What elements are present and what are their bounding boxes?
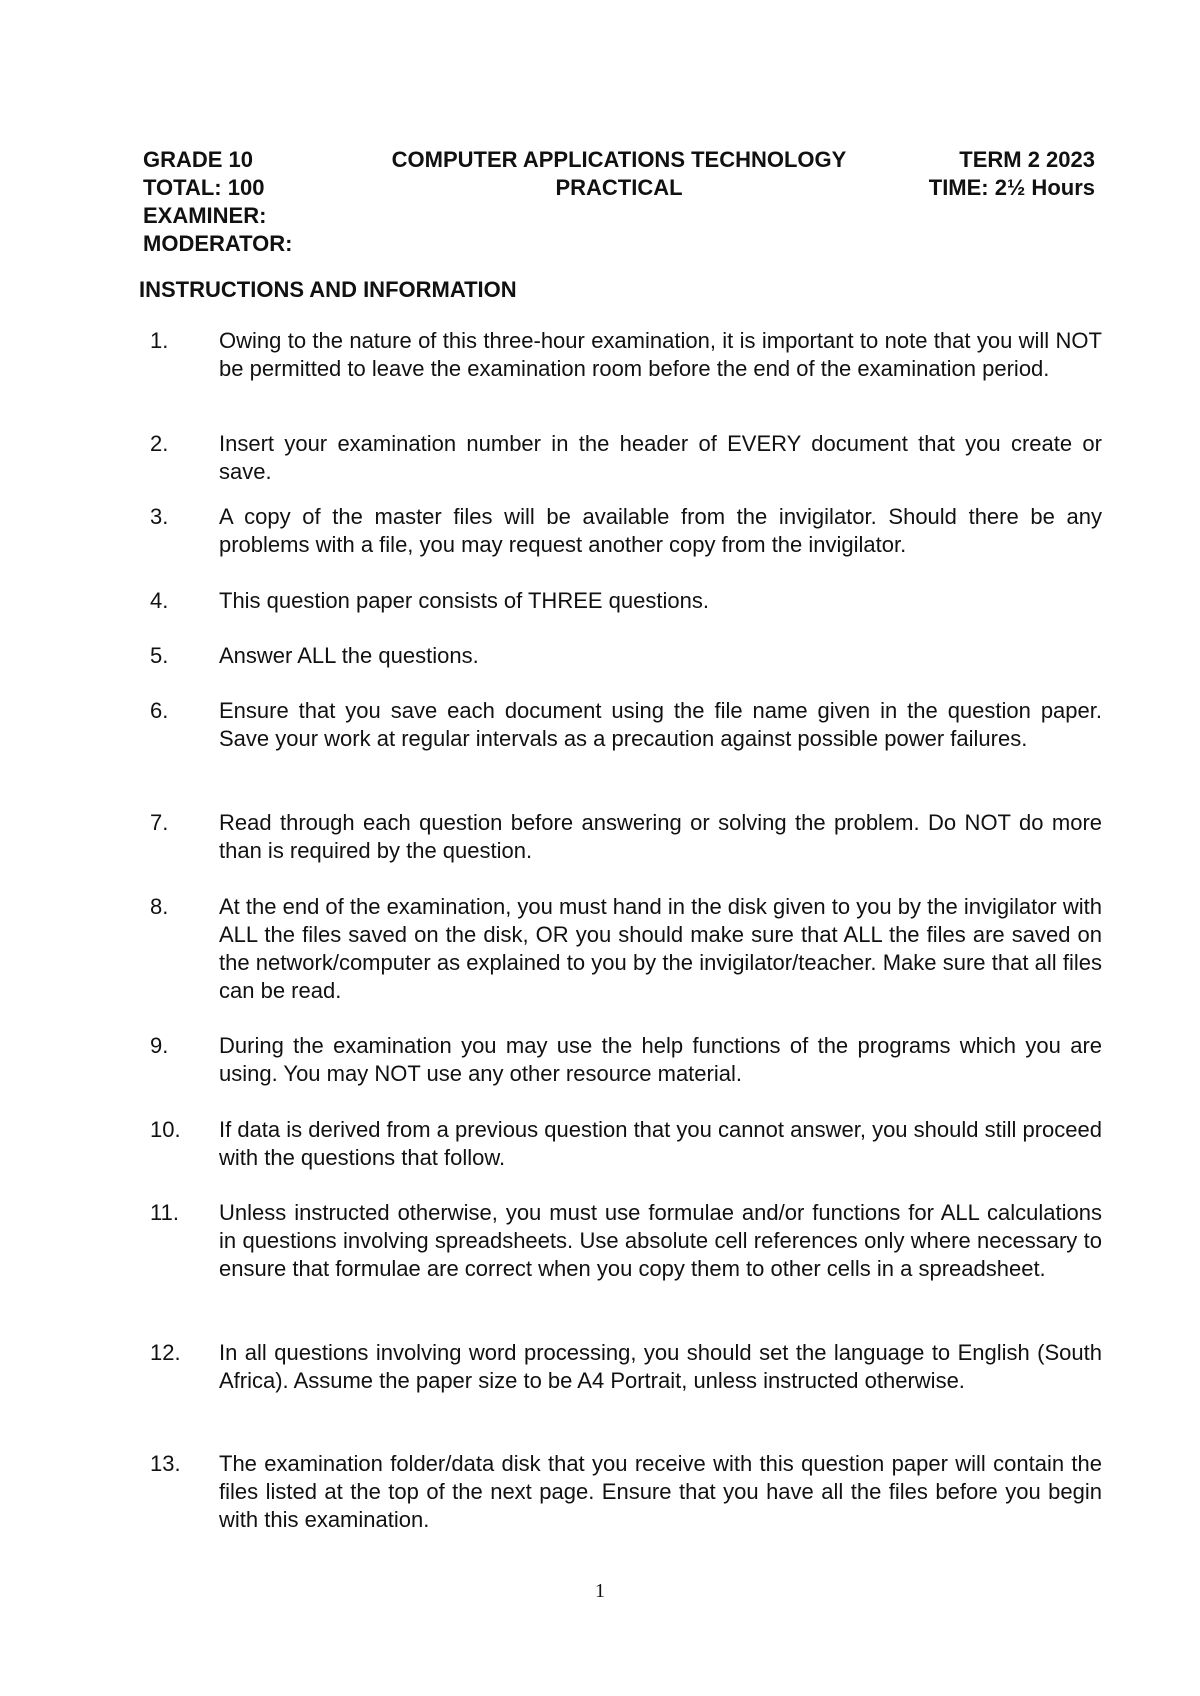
instruction-text: Answer ALL the questions.: [219, 643, 479, 668]
instruction-number: 9.: [150, 1033, 169, 1058]
instruction-text: At the end of the examination, you must hand in the disk given to you by the invigilator with ALL the files saved on the disk, OR you should make sure that ALL the files are saved on the network/computer as explained to you by the invigilator/teacher. Make sure that all files can be read.: [219, 894, 1102, 1003]
instruction-number: 13.: [150, 1451, 181, 1476]
header-row-1: [143, 146, 1095, 174]
section-heading: INSTRUCTIONS AND INFORMATION: [139, 277, 517, 302]
moderator-label: MODERATOR:: [143, 231, 293, 256]
instruction-text: Insert your examination number in the header of EVERY document that you create or save.: [219, 431, 1102, 484]
time-label: TIME: 2½ Hours: [928, 175, 1095, 200]
instruction-text: If data is derived from a previous question that you cannot answer, you should still proceed with the questions that follow.: [219, 1117, 1102, 1170]
instruction-text: This question paper consists of THREE questions.: [219, 588, 709, 613]
instruction-text: During the examination you may use the help functions of the programs which you are using. You may NOT use any other resource material.: [219, 1033, 1102, 1086]
grade-label: GRADE 10: [143, 147, 254, 172]
instruction-text: Read through each question before answering or solving the problem. Do NOT do more than is required by the question.: [219, 810, 1102, 863]
instruction-text: In all questions involving word processing, you should set the language to English (South Africa). Assume the paper size to be A4 Portrait, unless instructed otherwise.: [219, 1340, 1102, 1393]
instruction-text: Owing to the nature of this three-hour examination, it is important to note that you will NOT be permitted to leave the examination room before the end of the examination period.: [219, 328, 1102, 381]
subject-title: COMPUTER APPLICATIONS TECHNOLOGY: [391, 147, 847, 172]
instruction-number: 2.: [150, 431, 169, 456]
instruction-number: 12.: [150, 1340, 181, 1365]
page-number: 1: [595, 1580, 605, 1602]
examiner-label: EXAMINER:: [143, 203, 267, 228]
instruction-number: 4.: [150, 588, 169, 613]
instruction-text: Ensure that you save each document using the file name given in the question paper. Save your work at regular intervals as a precaution against possible power failures.: [219, 698, 1102, 751]
instruction-number: 8.: [150, 894, 169, 919]
instruction-number: 11.: [150, 1200, 179, 1225]
instruction-number: 7.: [150, 810, 169, 835]
instruction-number: 3.: [150, 504, 169, 529]
instruction-number: 5.: [150, 643, 169, 668]
instruction-text: Unless instructed otherwise, you must use formulae and/or functions for ALL calculations in questions involving spreadsheets. Use absolute cell references only where necessary to ensure that formulae are correct when you copy them to other cells in a spreadsheet.: [219, 1200, 1102, 1281]
header-row-2: [143, 174, 1095, 202]
term-label: TERM 2 2023: [959, 147, 1095, 172]
instruction-number: 10.: [150, 1117, 181, 1142]
instruction-text: A copy of the master files will be available from the invigilator. Should there be any problems with a file, you may request another copy from the invigilator.: [219, 504, 1102, 557]
instruction-number: 1.: [150, 328, 169, 353]
paper-type: PRACTICAL: [555, 175, 683, 200]
total-label: TOTAL: 100: [143, 175, 265, 200]
instruction-number: 6.: [150, 698, 169, 723]
instruction-text: The examination folder/data disk that you receive with this question paper will contain the files listed at the top of the next page. Ensure that you have all the files before you begin with this examination.: [219, 1451, 1102, 1532]
